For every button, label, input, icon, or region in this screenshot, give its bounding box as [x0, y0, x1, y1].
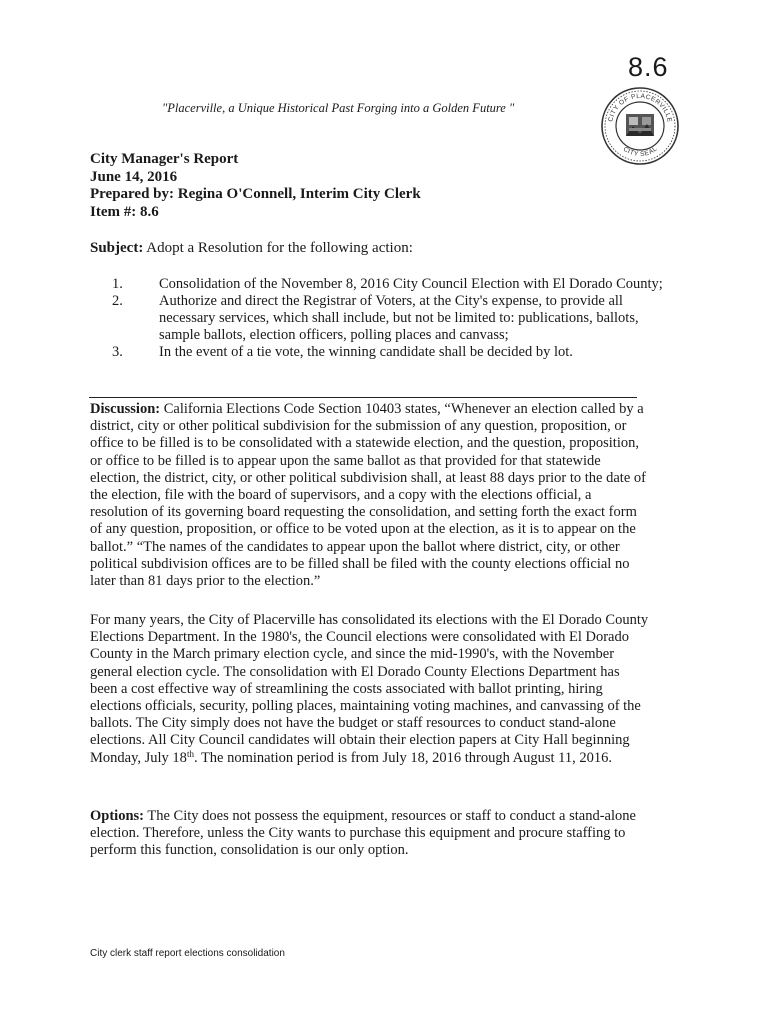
subject-text: Adopt a Resolution for the following action:: [143, 240, 413, 256]
list-item-number: 2.: [112, 293, 123, 309]
list-item-number: 3.: [112, 344, 123, 360]
list-item: [112, 276, 672, 293]
list-item: [112, 293, 672, 344]
page-footer: City clerk staff report elections consolidation: [90, 948, 285, 959]
discussion-text: California Elections Code Section 10403 states, “Whenever an election called by a district, city or other political subdivision for the submission of any question, proposition, or office to be filled is to be consolidated with a statewide election, and the question, proposition, or office to be filled is to appear upon the same ballot as that provided for that statewide election, the district, city, or other political subdivision shall, at least 88 days prior to the date of the election, file with the board of supervisors, and a copy with the elections official, a resolution of its governing board requesting the consolidation, and setting forth the exact form of any question, proposition, or office to be voted upon at the election, as it is to appear on the ballot.” “The names of the candidates to appear upon the ballot where district, city, or other political subdivision offices are to be filled shall be filed with the county elections official no later than 81 days prior to the election.”: [90, 401, 646, 590]
subject-line: [90, 240, 413, 257]
seal-top-text: CITY OF PLACERVILLE: [607, 92, 673, 124]
seal-bottom-text: CITY SEAL: [621, 145, 659, 159]
report-header: [90, 151, 421, 221]
history-text-b: . The nomination period is from July 18, 2016 through August 11, 2016.: [193, 749, 613, 766]
history-paragraph: [90, 612, 650, 767]
item-number: 8.6: [628, 52, 669, 82]
subject-label: Subject:: [90, 240, 144, 256]
list-item: [112, 344, 672, 361]
prepared-by: Prepared by: Regina O'Connell, Interim City Clerk: [90, 186, 421, 202]
options-label: Options:: [90, 808, 144, 824]
svg-text:CITY SEAL: [622, 145, 659, 158]
list-item-text: Consolidation of the November 8, 2016 City Council Election with El Dorado County;: [159, 276, 663, 292]
list-item-text: In the event of a tie vote, the winning candidate shall be decided by lot.: [159, 344, 573, 360]
discussion-paragraph: [90, 401, 650, 590]
options-paragraph: [90, 808, 650, 860]
report-date: June 14, 2016: [90, 168, 178, 185]
section-divider: [89, 397, 637, 398]
list-item-text: Authorize and direct the Registrar of Voters, at the City's expense, to provide all necessary services, which shall include, but not be limited to: publications, ballots, sample ballots, election officers, polling places and canvass;: [159, 293, 639, 343]
history-superscript: th: [186, 748, 194, 759]
item-label: Item #: 8.6: [90, 203, 159, 220]
report-title: City Manager's Report: [90, 151, 239, 167]
options-text: The City does not possess the equipment, resources or staff to conduct a stand-alone election. Therefore, unless the City wants to purchase this equipment and procure staffing to perform this function, consolidation is our only option.: [90, 808, 636, 859]
city-seal-icon: [600, 86, 680, 166]
list-item-number: 1.: [112, 276, 123, 292]
history-text-a: For many years, the City of Placerville has consolidated its elections with the El Dorado County Elections Department. In the 1980's, the Council elections were consolidated with El Dorado County in the March primary election cycle, and since the mid-1990's, with the November general election cycle. The consolidation with El Dorado County Elections Department has been a cost effective way of streamlining the costs associated with ballot printing, hiring elections officials, security, polling places, maintaining voting machines, and canvassing of the ballots. The City simply does not have the budget or staff resources to conduct stand-alone elections. All City Council candidates will obtain their election papers at City Hall beginning Monday, July 18: [90, 612, 649, 766]
action-list: [112, 276, 672, 361]
city-motto: "Placerville, a Unique Historical Past Forging into a Golden Future ": [162, 101, 515, 115]
discussion-label: Discussion:: [90, 401, 161, 417]
